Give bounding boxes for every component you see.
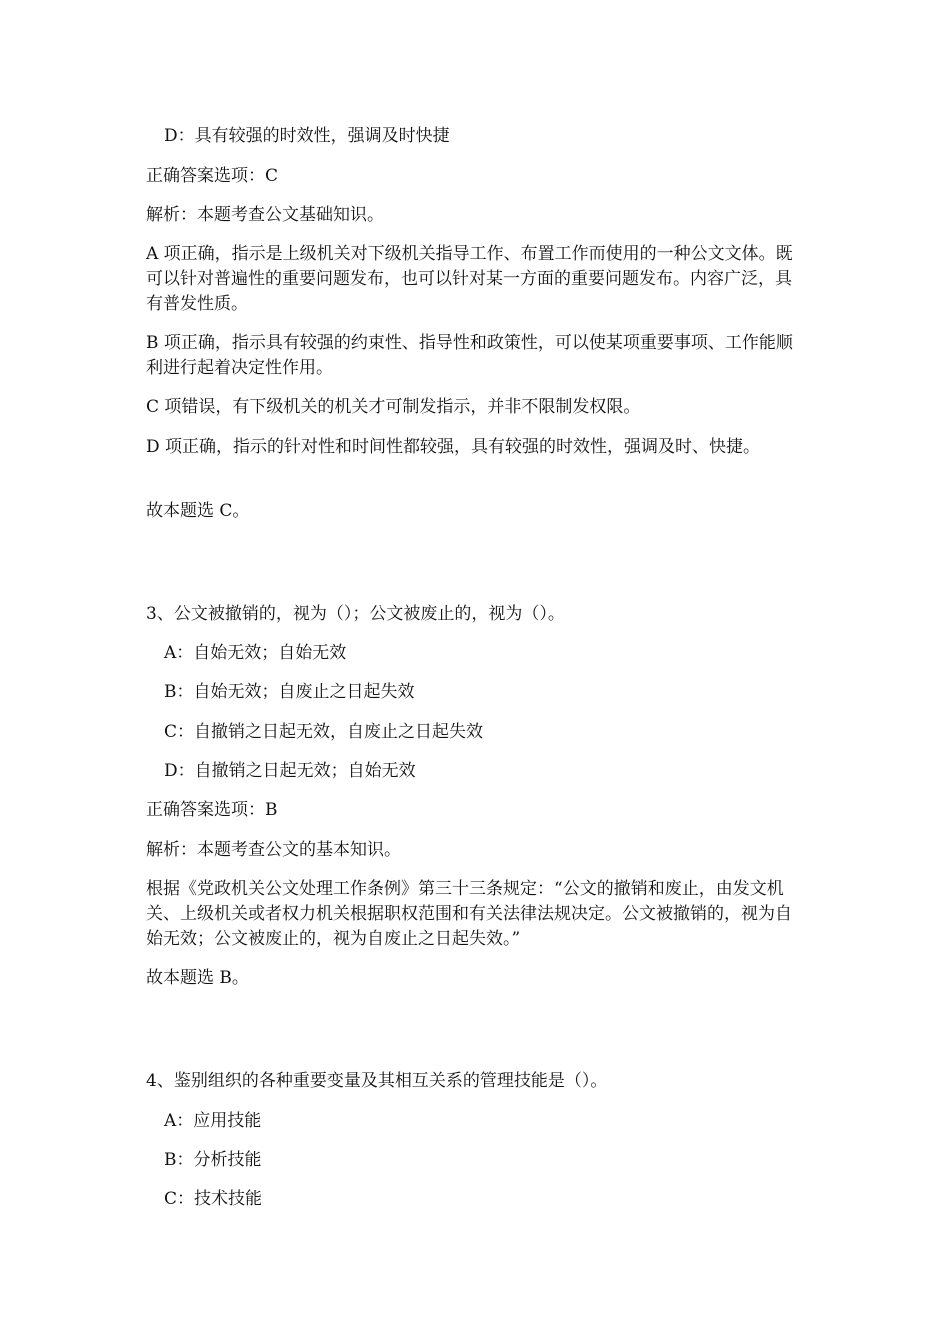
q2-answer: 正确答案选项：C <box>146 166 279 186</box>
q2-analysis-para-c: C 项错误，有下级机关的机关才可制发指示，并非不限制发权限。 <box>146 397 641 417</box>
q4-option-c: C：技术技能 <box>164 1189 263 1209</box>
q3-option-d: D：自撤销之日起无效；自始无效 <box>164 761 416 781</box>
q4-question: 4、鉴别组织的各种重要变量及其相互关系的管理技能是（）。 <box>146 1071 608 1091</box>
q2-option-d: D：具有较强的时效性，强调及时快捷 <box>164 126 450 146</box>
q3-option-b: B：自始无效；自废止之日起失效 <box>164 682 415 702</box>
q3-question: 3、公文被撤销的，视为（）；公文被废止的，视为（）。 <box>146 604 565 624</box>
q2-analysis-para-d: D 项正确，指示的针对性和时间性都较强，具有较强的时效性，强调及时、快捷。 <box>146 437 761 457</box>
q2-analysis-para-a: A 项正确，指示是上级机关对下级机关指导工作、布置工作而使用的一种公文文体。既可以针对普遍性的重要问题发布，也可以针对某一方面的重要问题发布。内容广泛，具有普发性质。 <box>146 244 793 314</box>
q2-analysis-intro: 解析：本题考查公文基础知识。 <box>146 205 384 225</box>
q2-analysis-para-b: B 项正确，指示具有较强的约束性、指导性和政策性，可以使某项重要事项、工作能顺利进行起着决定性作用。 <box>146 333 793 378</box>
q3-conclusion: 故本题选 B。 <box>146 968 249 988</box>
q4-option-a: A：应用技能 <box>164 1111 262 1131</box>
q3-option-c: C：自撤销之日起无效，自废止之日起失效 <box>164 722 484 742</box>
q3-analysis-body: 根据《党政机关公文处理工作条例》第三十三条规定：“公文的撤销和废止，由发文机关、上级机关或者权力机关根据职权范围和有关法律法规决定。公文被撤销的，视为自始无效；公文被废止的，视为自废止之日起失效。” <box>146 879 792 949</box>
q3-answer: 正确答案选项：B <box>146 800 278 820</box>
q3-option-a: A：自始无效；自始无效 <box>164 643 347 663</box>
q4-option-b: B：分析技能 <box>164 1150 262 1170</box>
q2-conclusion: 故本题选 C。 <box>146 501 250 521</box>
q3-analysis-intro: 解析：本题考查公文的基本知识。 <box>146 840 401 860</box>
